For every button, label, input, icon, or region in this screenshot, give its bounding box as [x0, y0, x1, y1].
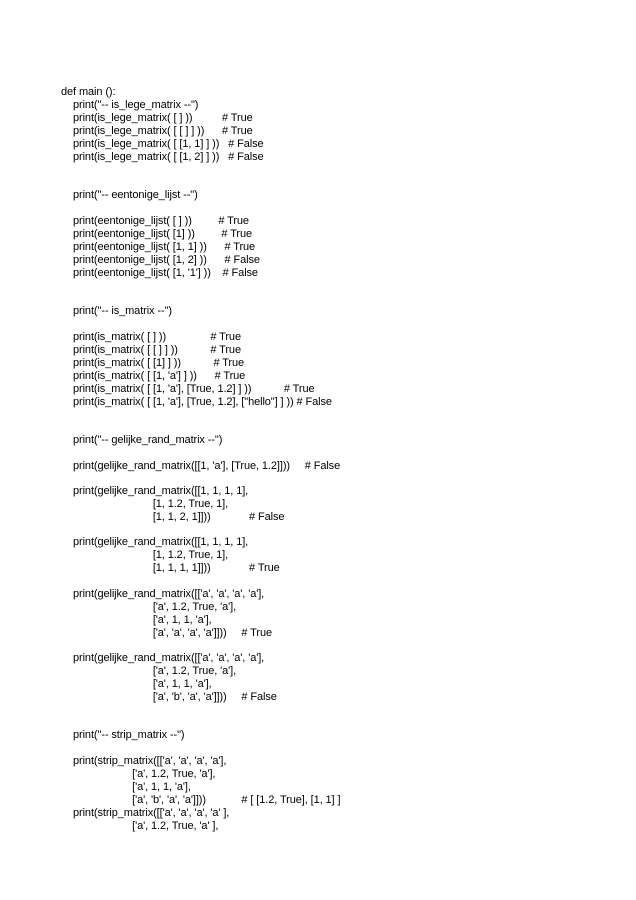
code-line: ['a', 'a', 'a', 'a']])) # True [73, 627, 272, 639]
code-line: print(is_lege_matrix( [ ] )) # True [73, 112, 253, 124]
code-line: [1, 1, 2, 1]])) # False [73, 511, 285, 523]
code-line: print(is_matrix( [ [1] ] )) # True [73, 357, 245, 369]
code-line: ['a', 1.2, True, 'a'], [73, 665, 237, 677]
code-line: print(gelijke_rand_matrix([[1, 1, 1, 1], [73, 536, 249, 548]
code-line: print(is_lege_matrix( [ [ ] ] )) # True [73, 125, 253, 137]
code-line: print(is_matrix( [ [ ] ] )) # True [73, 344, 241, 356]
code-line: def main (): [61, 86, 116, 98]
code-line: print(is_matrix( [ [1, 'a'], [True, 1.2], ["hello"] ] )) # False [73, 396, 332, 408]
code-line: [1, 1, 1, 1]])) # True [73, 562, 280, 574]
code-line: [1, 1.2, True, 1], [73, 549, 229, 561]
code-line: [1, 1.2, True, 1], [73, 498, 229, 510]
code-line: print(eentonige_lijst( [1, 1] )) # True [73, 241, 256, 253]
code-line: ['a', 'b', 'a', 'a']])) # False [73, 691, 277, 703]
code-line: ['a', 1, 1, 'a'], [73, 614, 212, 626]
code-line: ['a', 1.2, True, 'a' ], [73, 820, 219, 832]
code-line: print(is_lege_matrix( [ [1, 2] ] )) # False [73, 151, 264, 163]
code-listing [61, 0, 631, 900]
code-line: ['a', 1, 1, 'a'], [73, 678, 212, 690]
code-line: print(is_matrix( [ [1, 'a'] ] )) # True [73, 370, 246, 382]
code-line: ['a', 1, 1, 'a'], [73, 781, 191, 793]
code-line: print(eentonige_lijst( [ ] )) # True [73, 215, 249, 227]
code-line: print(gelijke_rand_matrix([[1, 1, 1, 1], [73, 485, 249, 497]
code-line: print("-- is_lege_matrix --") [73, 99, 199, 111]
code-line: ['a', 'b', 'a', 'a']])) # [ [1.2, True], [1, 1] ] [73, 794, 341, 806]
code-line: print("-- gelijke_rand_matrix --") [73, 434, 223, 446]
code-line: print(gelijke_rand_matrix([[1, 'a'], [True, 1.2]])) # False [73, 460, 341, 472]
code-line: print(strip_matrix([['a', 'a', 'a', 'a' ], [73, 807, 230, 819]
code-line: ['a', 1.2, True, 'a'], [73, 768, 216, 780]
code-line: print(eentonige_lijst( [1, 2] )) # False [73, 254, 260, 266]
code-line: print(is_matrix( [ ] )) # True [73, 331, 241, 343]
code-line: print("-- eentonige_lijst --") [73, 189, 198, 201]
code-line: print(eentonige_lijst( [1, '1'] )) # False [73, 267, 258, 279]
code-line: print(eentonige_lijst( [1] )) # True [73, 228, 253, 240]
code-line: ['a', 1.2, True, 'a'], [73, 601, 237, 613]
code-line: print(gelijke_rand_matrix([['a', 'a', 'a', 'a'], [73, 652, 265, 664]
code-line: print("-- is_matrix --") [73, 305, 172, 317]
code-line: print(is_matrix( [ [1, 'a'], [True, 1.2] ] )) # True [73, 383, 315, 395]
code-line: print("-- strip_matrix --") [73, 729, 185, 741]
code-line: print(is_lege_matrix( [ [1, 1] ] )) # False [73, 138, 264, 150]
code-line: print(gelijke_rand_matrix([['a', 'a', 'a', 'a'], [73, 588, 265, 600]
code-line: print(strip_matrix([['a', 'a', 'a', 'a'], [73, 755, 227, 767]
